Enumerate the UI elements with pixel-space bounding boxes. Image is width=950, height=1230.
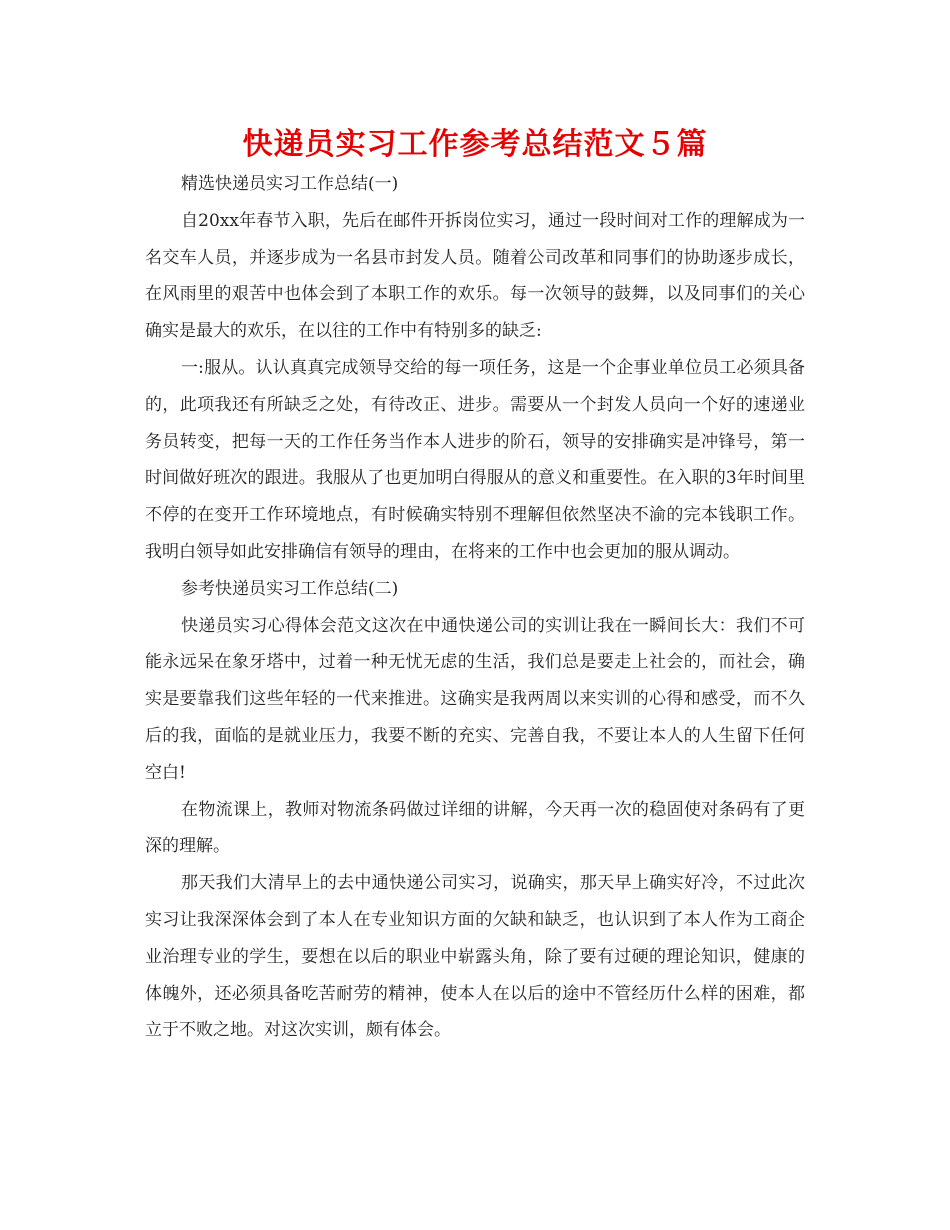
paragraph: 自20xx年春节入职，先后在邮件开拆岗位实习，通过一段时间对工作的理解成为一名交车人员，并逐步成为一名县市封发人员。随着公司改革和同事们的协助逐步成长，在风雨里的艰苦中也体会到了本职工作的欢乐。每一次领导的鼓舞，以及同事们的关心确实是最大的欢乐，在以往的工作中有特别多的缺乏: <box>145 210 805 342</box>
section-heading-2: 参考快递员实习工作总结(二) <box>181 578 399 599</box>
paragraph: 在物流课上，教师对物流条码做过详细的讲解，今天再一次的稳固使对条码有了更深的理解。 <box>145 799 805 857</box>
paragraph: 快递员实习心得体会范文这次在中通快递公司的实训让我在一瞬间长大：我们不可能永远呆在象牙塔中，过着一种无忧无虑的生活，我们总是要走上社会的，而社会，确实是要靠我们这些年轻的一代来推进。这确实是我两周以来实训的心得和感受，而不久后的我，面临的是就业压力，我要不断的充实、完善自我，不要让本人的人生留下任何空白! <box>145 615 805 783</box>
paragraph: 一:服从。认认真真完成领导交给的每一项任务，这是一个企事业单位员工必须具备的，此项我还有所缺乏之处，有待改正、进步。需要从一个封发人员向一个好的速递业务员转变，把每一天的工作任务当作本人进步的阶石，领导的安排确实是冲锋号，第一时间做好班次的跟进。我服从了也更加明白得服从的意义和重要性。在入职的3年时间里不停的在变开工作环境地点，有时候确实特别不理解但依然坚决不渝的完本钱职工作。我明白领导如此安排确信有领导的理由，在将来的工作中也会更加的服从调动。 <box>145 357 805 562</box>
document-body <box>145 166 805 1049</box>
paragraph: 那天我们大清早上的去中通快递公司实习，说确实，那天早上确实好冷，不过此次实习让我深深体会到了本人在专业知识方面的欠缺和缺乏，也认识到了本人作为工商企业治理专业的学生，要想在以后的职业中崭露头角，除了要有过硬的理论知识，健康的体魄外，还必须具备吃苦耐劳的精神，使本人在以后的途中不管经历什么样的困难，都立于不败之地。对这次实训，颇有体会。 <box>145 873 805 1041</box>
document-title: 快递员实习工作参考总结范文５篇 <box>242 127 708 162</box>
section-heading-1: 精选快递员实习工作总结(一) <box>181 174 399 194</box>
